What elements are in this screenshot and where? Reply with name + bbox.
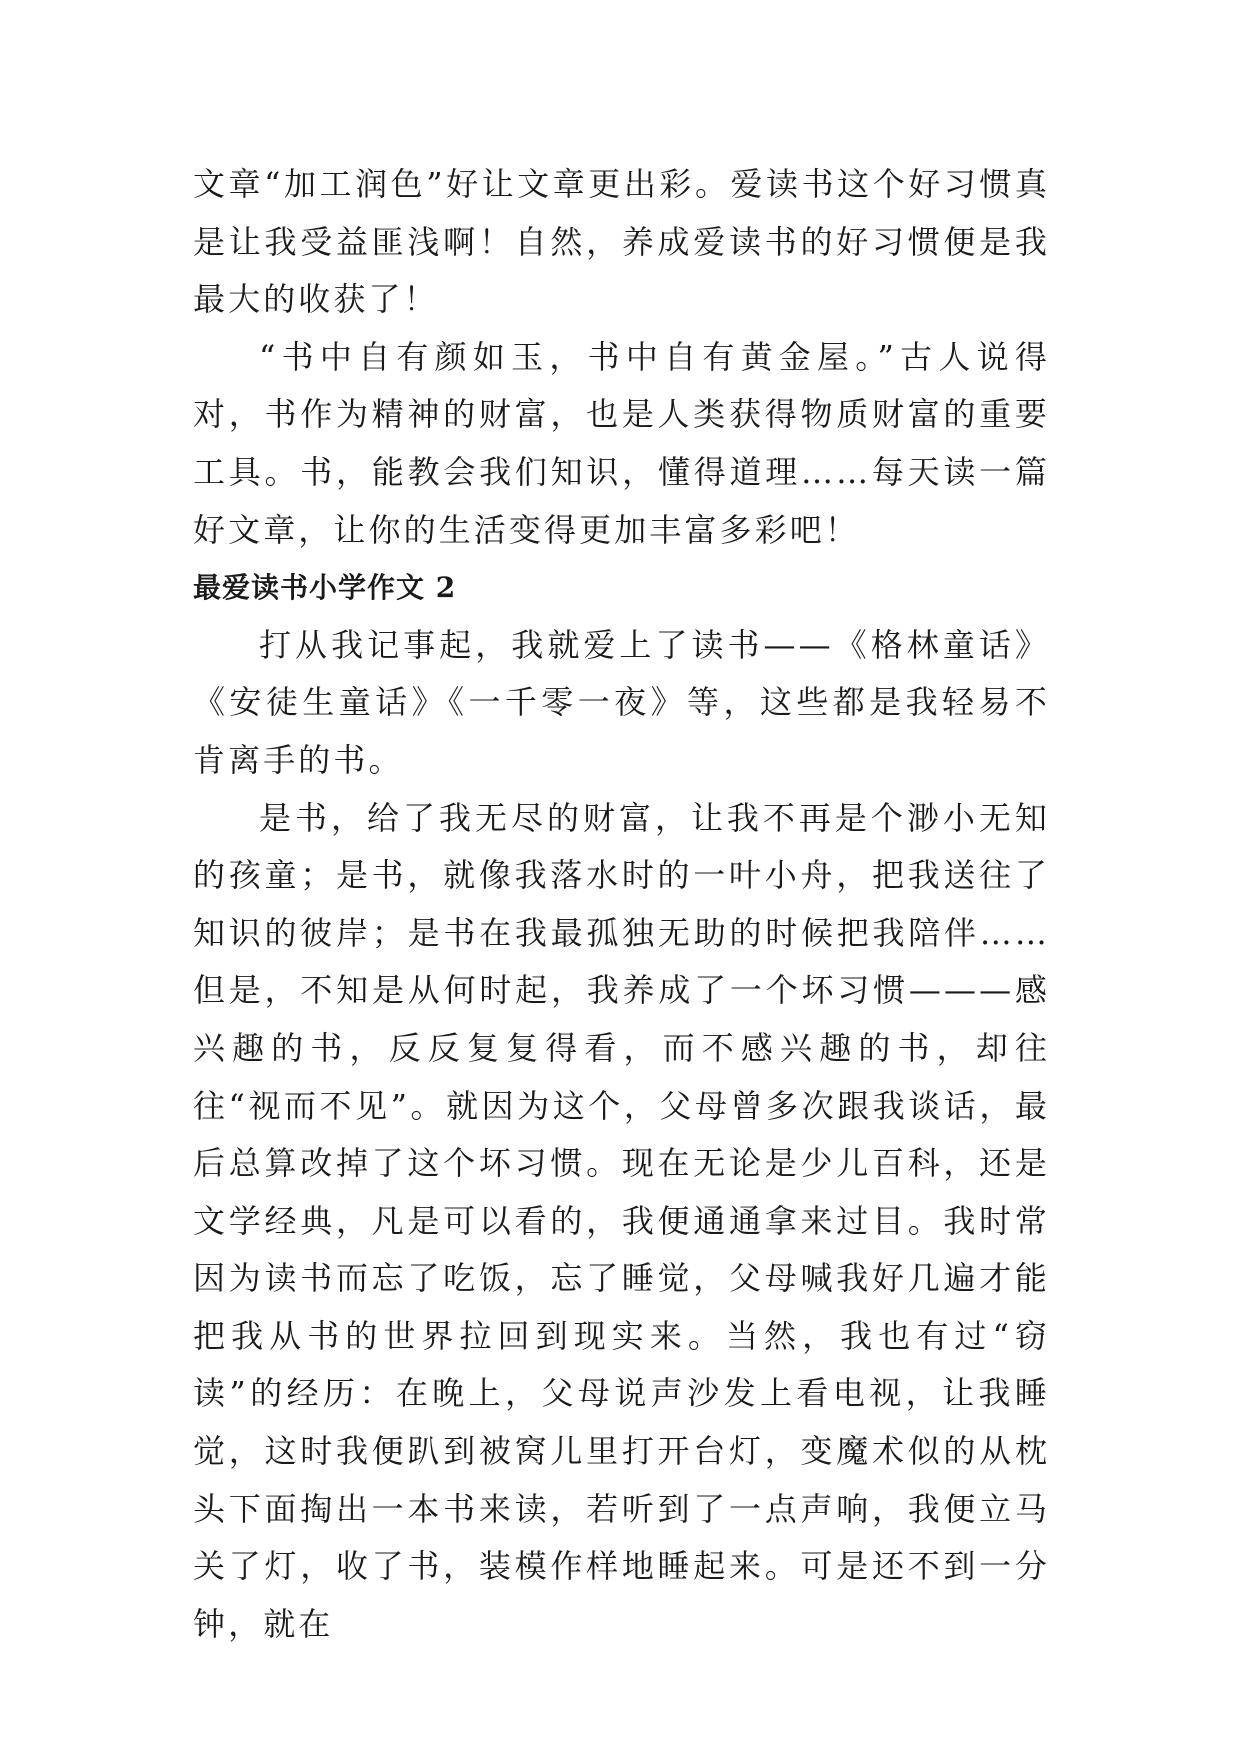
section-title: 最爱读书小学作文 2	[193, 571, 457, 605]
paragraph-quote: “书中自有颜如玉，书中自有黄金屋。”古人说得对，书作为精神的财富，也是人类获得物质财富的重要工具。书，能教会我们知识，懂得道理……每天读一篇好文章，让你的生活变得更加丰富多彩吧！	[193, 337, 1050, 549]
document-body	[193, 156, 1050, 1653]
paragraph-intro: 打从我记事起，我就爱上了读书——《格林童话》《安徒生童话》《一千零一夜》等，这些都是我轻易不肯离手的书。	[193, 625, 1050, 779]
paragraph-body: 是书，给了我无尽的财富，让我不再是个渺小无知的孩童；是书，就像我落水时的一叶小舟，把我送往了知识的彼岸；是书在我最孤独无助的时候把我陪伴……但是，不知是从何时起，我养成了一个坏习惯———感兴趣的书，反反复复得看，而不感兴趣的书，却往往“视而不见”。就因为这个，父母曾多次跟我谈话，最后总算改掉了这个坏习惯。现在无论是少儿百科，还是文学经典，凡是可以看的，我便通通拿来过目。我时常因为读书而忘了吃饭，忘了睡觉，父母喊我好几遍才能把我从书的世界拉回到现实来。当然，我也有过“窃读”的经历：在晚上，父母说声沙发上看电视，让我睡觉，这时我便趴到被窝儿里打开台灯，变魔术似的从枕头下面掏出一本书来读，若听到了一点声响，我便立马关了灯，收了书，装模作样地睡起来。可是还不到一分钟，就在	[193, 798, 1050, 1643]
paragraph-continuation: 文章“加工润色”好让文章更出彩。爱读书这个好习惯真是让我受益匪浅啊！自然，养成爱读书的好习惯便是我最大的收获了！	[193, 165, 1050, 319]
